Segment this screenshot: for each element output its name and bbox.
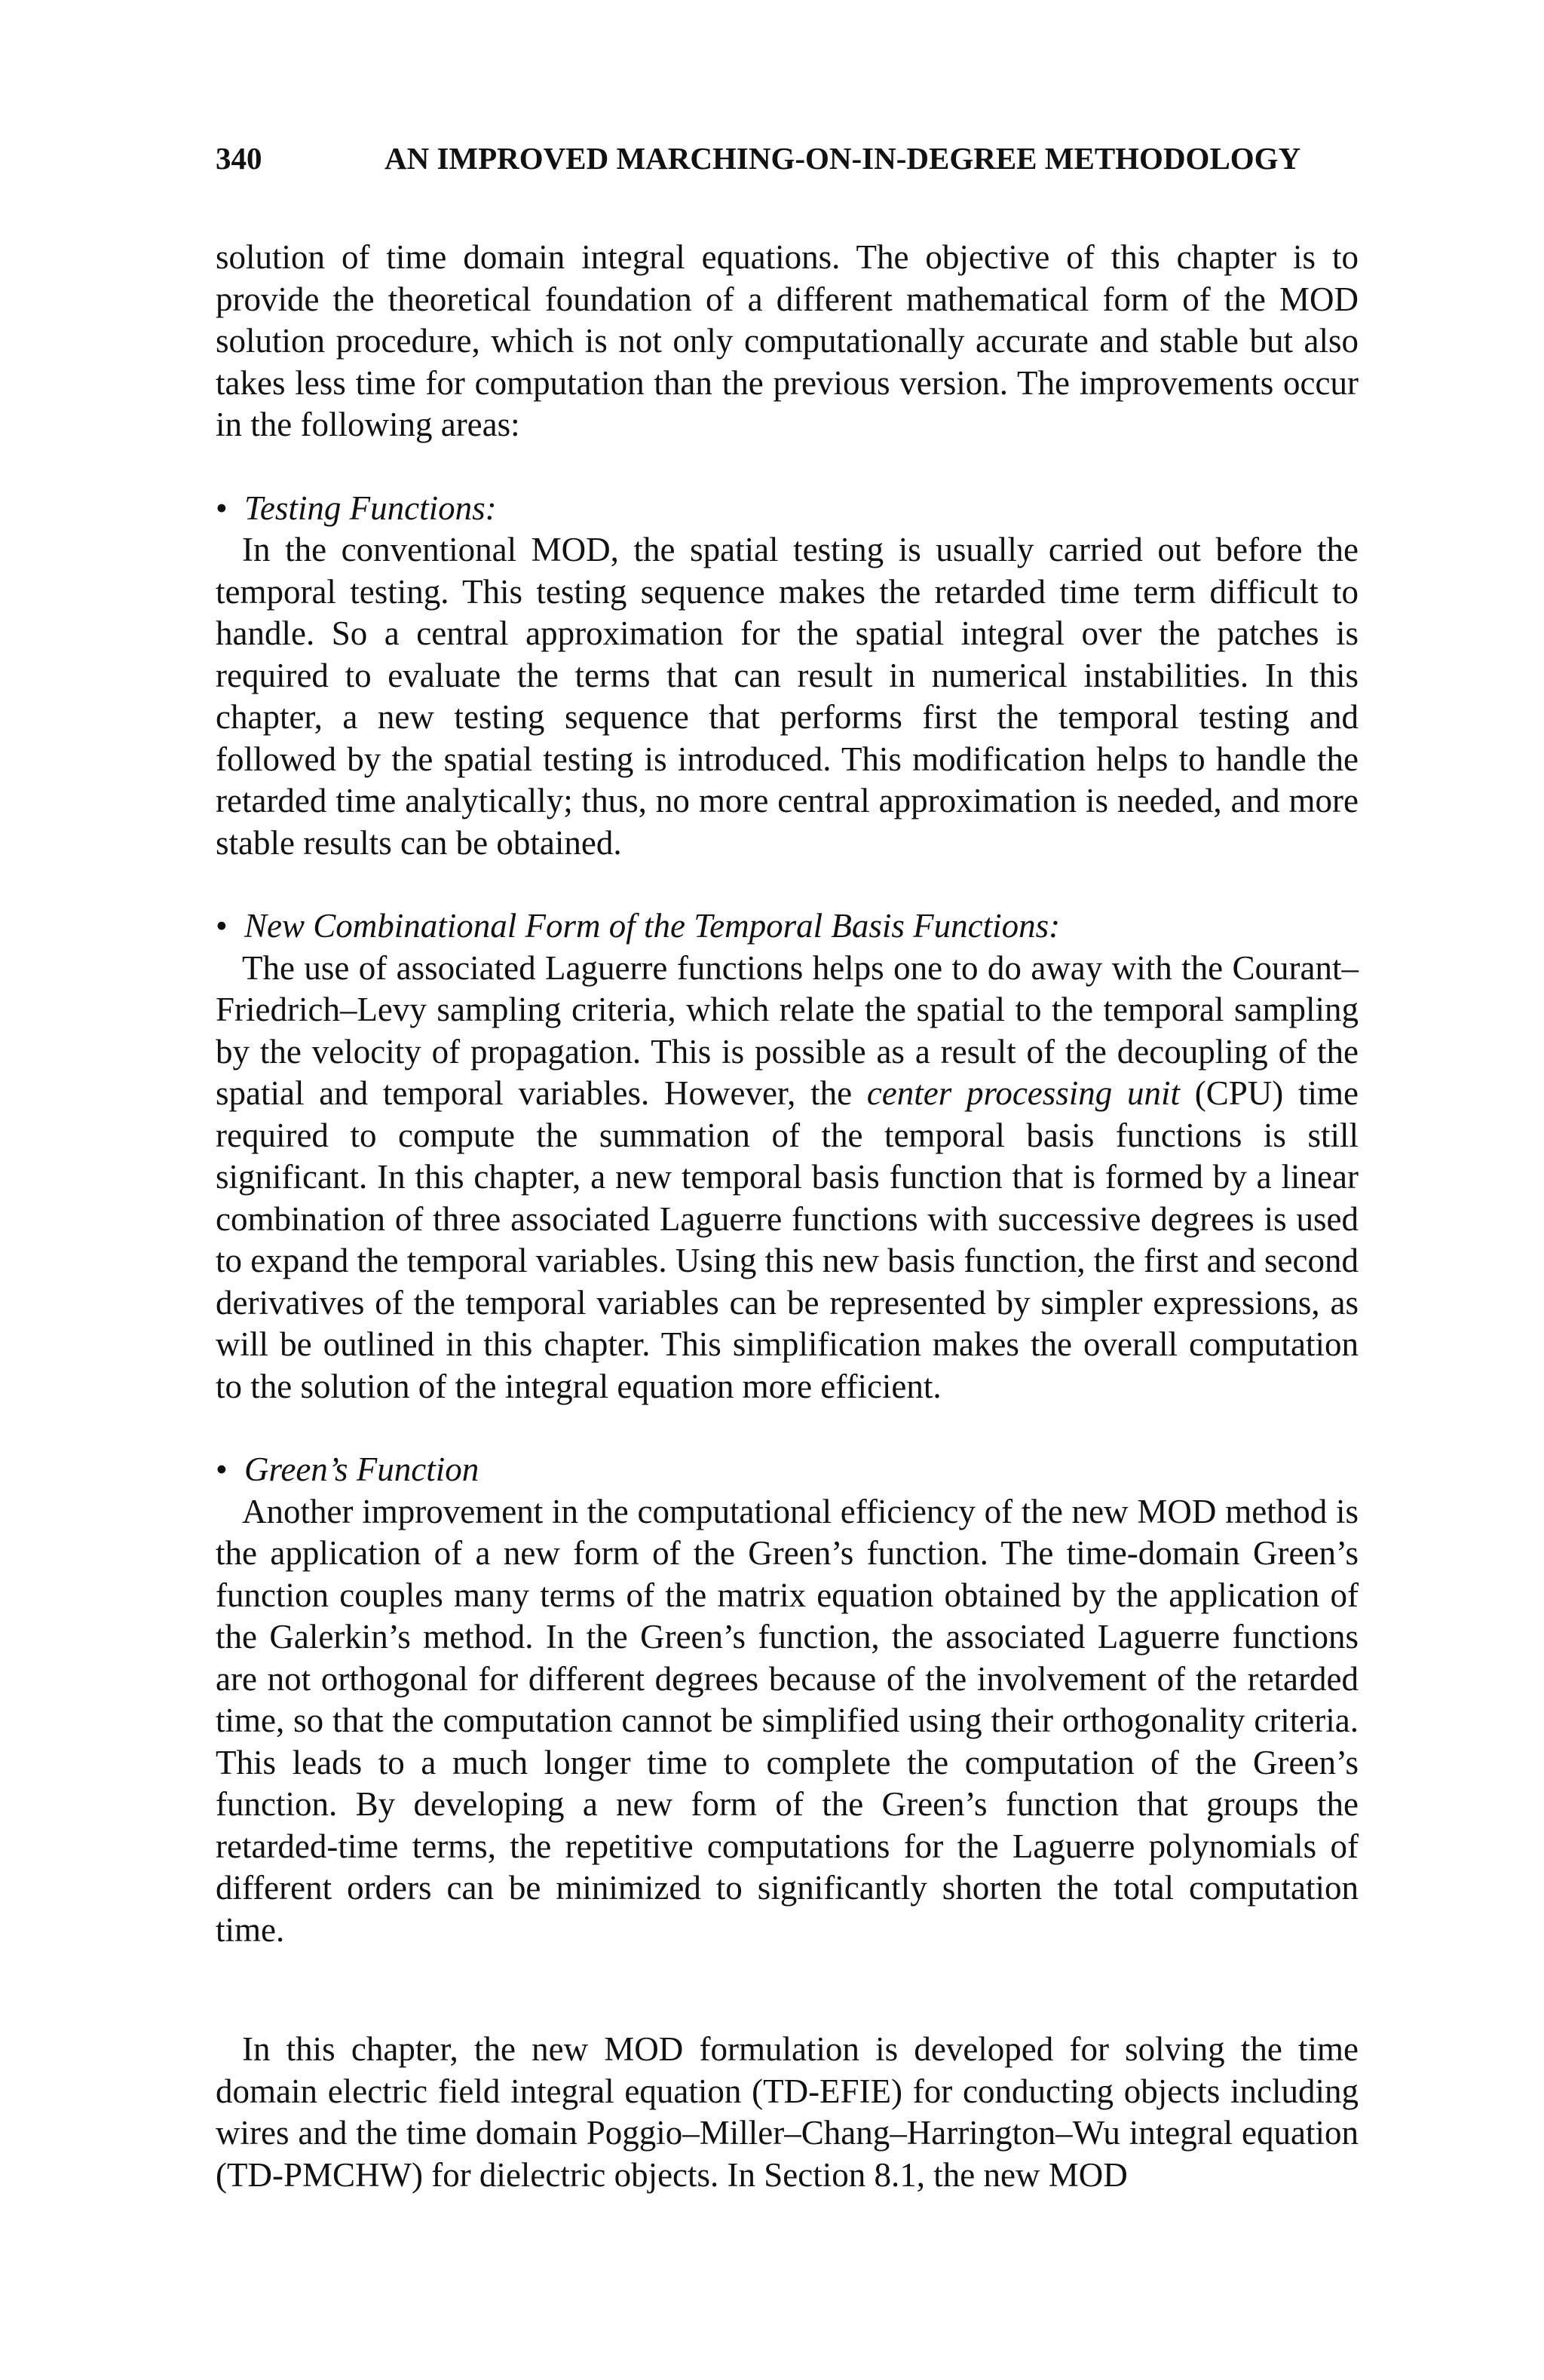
bullet-marker: • [216, 489, 228, 527]
bullet-title: New Combinational Form of the Temporal Basis Functions: [244, 907, 1061, 945]
paragraph-text: The use of associated Laguerre functions helps one to do away with the Courant–Friedrich–Levy sampling criteria, which relate the spatial to the temporal sampling by the velocity of propagation. This is possible as a result of the decoupling of the spatial and temporal variables. However, the [216, 948, 1359, 1112]
bullet-paragraph: Another improvement in the computational efficiency of the new MOD method is the application of a new form of the Green’s function. The time-domain Green’s function couples many terms of the matrix equation obtained by the application of the Galerkin’s method. In the Green’s function, the associated Laguerre functions are not orthogonal for different degrees because of the involvement of the retarded time, so that the computation cannot be simplified using their orthogonality criteria. This leads to a much longer time to complete the computation of the Green’s function. By developing a new form of the Green’s function that groups the retarded-time terms, the repetitive computations for the Laguerre polynomials of different orders can be minimized to significantly shorten the total computation time. [216, 1492, 1359, 1949]
bullet-paragraph: In the conventional MOD, the spatial testing is usually carried out before the temporal testing. This testing sequence makes the retarded time term difficult to handle. So a central approximation for the spatial integral over the patches is required to evaluate the terms that can result in numerical instabilities. In this chapter, a new testing sequence that performs first the temporal testing and followed by the spatial testing is introduced. This modification helps to handle the retarded time analytically; thus, no more central approximation is needed, and more stable results can be obtained. [216, 531, 1359, 862]
bullet-title: Testing Functions: [244, 489, 497, 527]
bullet-temporal-basis-functions [216, 905, 1359, 1407]
bullet-greens-function [216, 1449, 1359, 1951]
running-header [216, 136, 1359, 181]
page-body [216, 237, 1359, 2196]
bullet-title: Green’s Function [244, 1450, 479, 1488]
paragraph-text: (CPU) time required to compute the summation of the temporal basis functions is still significant. In this chapter, a new temporal basis function that is formed by a linear combination of three associated Laguerre functions with successive degrees is used to expand the temporal variables. Using this new basis function, the first and second derivatives of the temporal variables can be represented by simpler expressions, as will be outlined in this chapter. This simplification makes the overall computation to the solution of the integral equation more efficient. [216, 1074, 1359, 1405]
bullet-heading [216, 488, 1359, 530]
page-number: 340 [216, 141, 262, 176]
bullet-heading [216, 905, 1359, 948]
running-title: AN IMPROVED MARCHING-ON-IN-DEGREE METHODOLOGY [384, 141, 1301, 176]
bullet-marker: • [216, 1450, 228, 1488]
emphasized-term: center processing unit [866, 1074, 1181, 1112]
bullet-testing-functions [216, 488, 1359, 865]
bullet-marker: • [216, 907, 228, 945]
bullet-heading [216, 1449, 1359, 1491]
bullet-paragraph [216, 948, 1359, 1408]
closing-paragraph: In this chapter, the new MOD formulation is developed for solving the time domain electric field integral equation (TD-EFIE) for conducting objects including wires and the time domain Poggio–Miller–Chang–Harrington–Wu integral equation (TD-PMCHW) for dielectric objects. In Section 8.1, the new MOD [216, 2030, 1359, 2194]
intro-paragraph: solution of time domain integral equations. The objective of this chapter is to provide the theoretical foundation of a different mathematical form of the MOD solution procedure, which is not only computationally accurate and stable but also takes less time for computation than the previous version. The improvements occur in the following areas: [216, 238, 1359, 443]
